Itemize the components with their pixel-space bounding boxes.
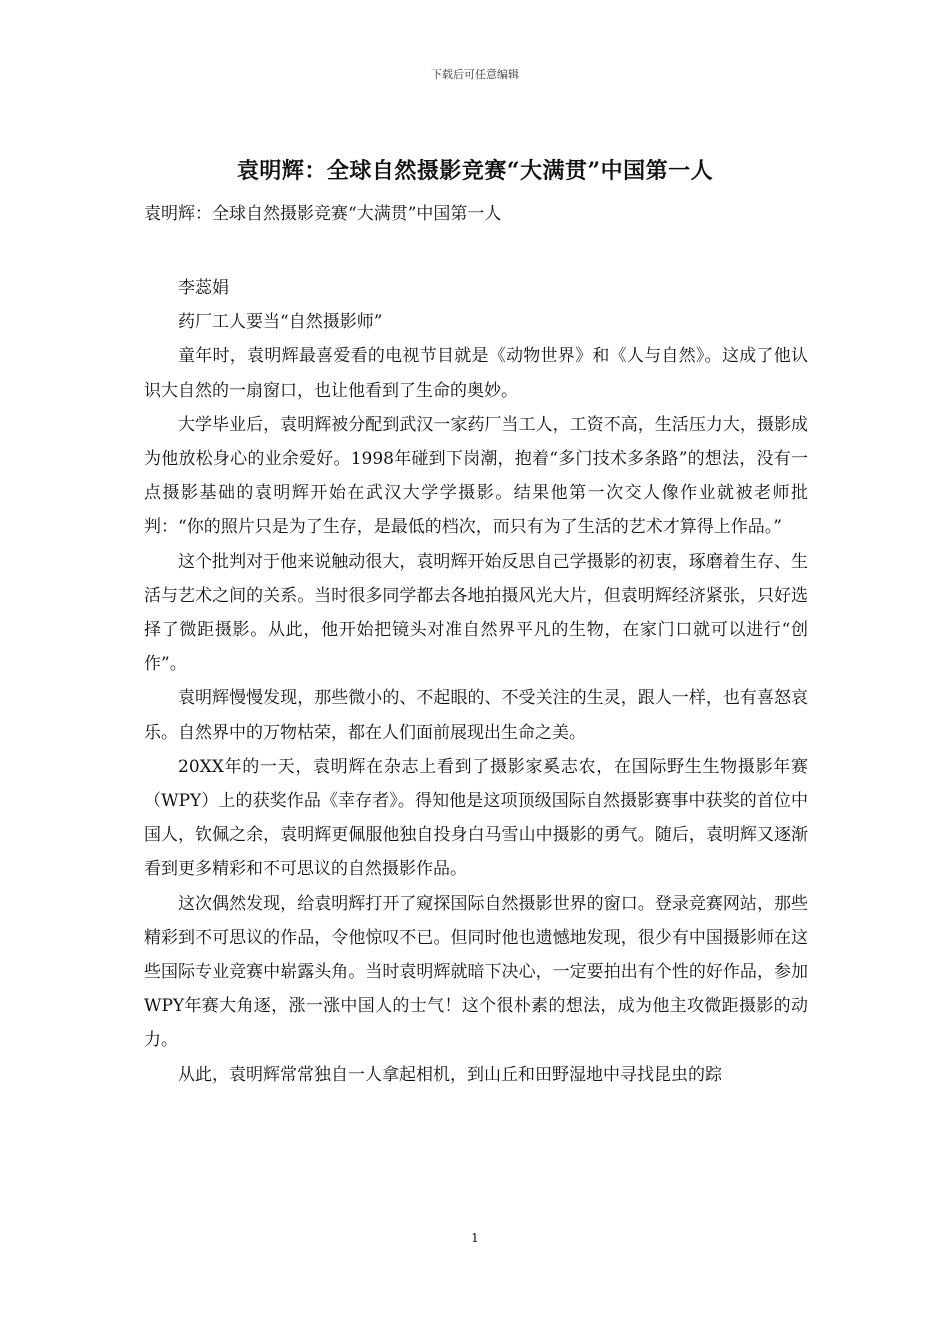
body-paragraph: 袁明辉慢慢发现，那些微小的、不起眼的、不受关注的生灵，跟人一样，也有喜怒哀乐。自然界中的万物枯荣，都在人们面前展现出生命之美。 bbox=[144, 688, 808, 743]
document-subtitle: 袁明辉：全球自然摄影竞赛“大满贯”中国第一人 bbox=[144, 204, 502, 224]
body-paragraph: 这个批判对于他来说触动很大，袁明辉开始反思自己学摄影的初衷，琢磨着生存、生活与艺术之间的关系。当时很多同学都去各地拍摄风光大片，但袁明辉经济紧张，只好选择了微距摄影。从此，他开始把镜头对准自然界平凡的生物，在家门口就可以进行“创作”。 bbox=[144, 551, 808, 675]
section-heading: 药厂工人要当“自然摄影师” bbox=[178, 312, 383, 333]
author-line: 李蕊娟 bbox=[178, 278, 229, 298]
body-paragraph: 20XX年的一天，袁明辉在杂志上看到了摄影家奚志农，在国际野生生物摄影年赛（WPY）上的获奖作品《幸存者》。得知他是这项顶级国际自然摄影赛事中获奖的首位中国人，钦佩之余，袁明辉更佩服他独自投身白马雪山中摄影的勇气。随后，袁明辉又逐渐看到更多精彩和不可思议的自然摄影作品。 bbox=[144, 756, 808, 880]
body-paragraph: 从此，袁明辉常常独自一人拿起相机，到山丘和田野湿地中寻找昆虫的踪 bbox=[178, 1064, 722, 1085]
body-paragraph: 童年时，袁明辉最喜爱看的电视节目就是《动物世界》和《人与自然》。这成了他认识大自然的一扇窗口，也让他看到了生命的奥妙。 bbox=[144, 346, 808, 401]
document-body bbox=[144, 271, 808, 1092]
body-paragraph: 这次偶然发现，给袁明辉打开了窥探国际自然摄影世界的窗口。登录竞赛网站，那些精彩到不可思议的作品，令他惊叹不已。但同时他也遗憾地发现，很少有中国摄影师在这些国际专业竞赛中崭露头角。当时袁明辉就暗下决心，一定要拍出有个性的好作品，参加WPY年赛大角逐，涨一涨中国人的士气！这个很朴素的想法，成为他主攻微距摄影的动力。 bbox=[144, 893, 808, 1051]
document-title: 袁明辉：全球自然摄影竞赛“大满贯”中国第一人 bbox=[236, 158, 714, 184]
page-number: 1 bbox=[471, 1231, 479, 1245]
body-paragraph: 大学毕业后，袁明辉被分配到武汉一家药厂当工人，工资不高，生活压力大，摄影成为他放松身心的业余爱好。1998年碰到下岗潮，抱着“多门技术多条路”的想法，没有一点摄影基础的袁明辉开始在武汉大学学摄影。结果他第一次交人像作业就被老师批判：“你的照片只是为了生存，是最低的档次，而只有为了生活的艺术才算得上作品。” bbox=[144, 414, 808, 538]
header-note: 下载后可任意编辑 bbox=[431, 68, 519, 81]
